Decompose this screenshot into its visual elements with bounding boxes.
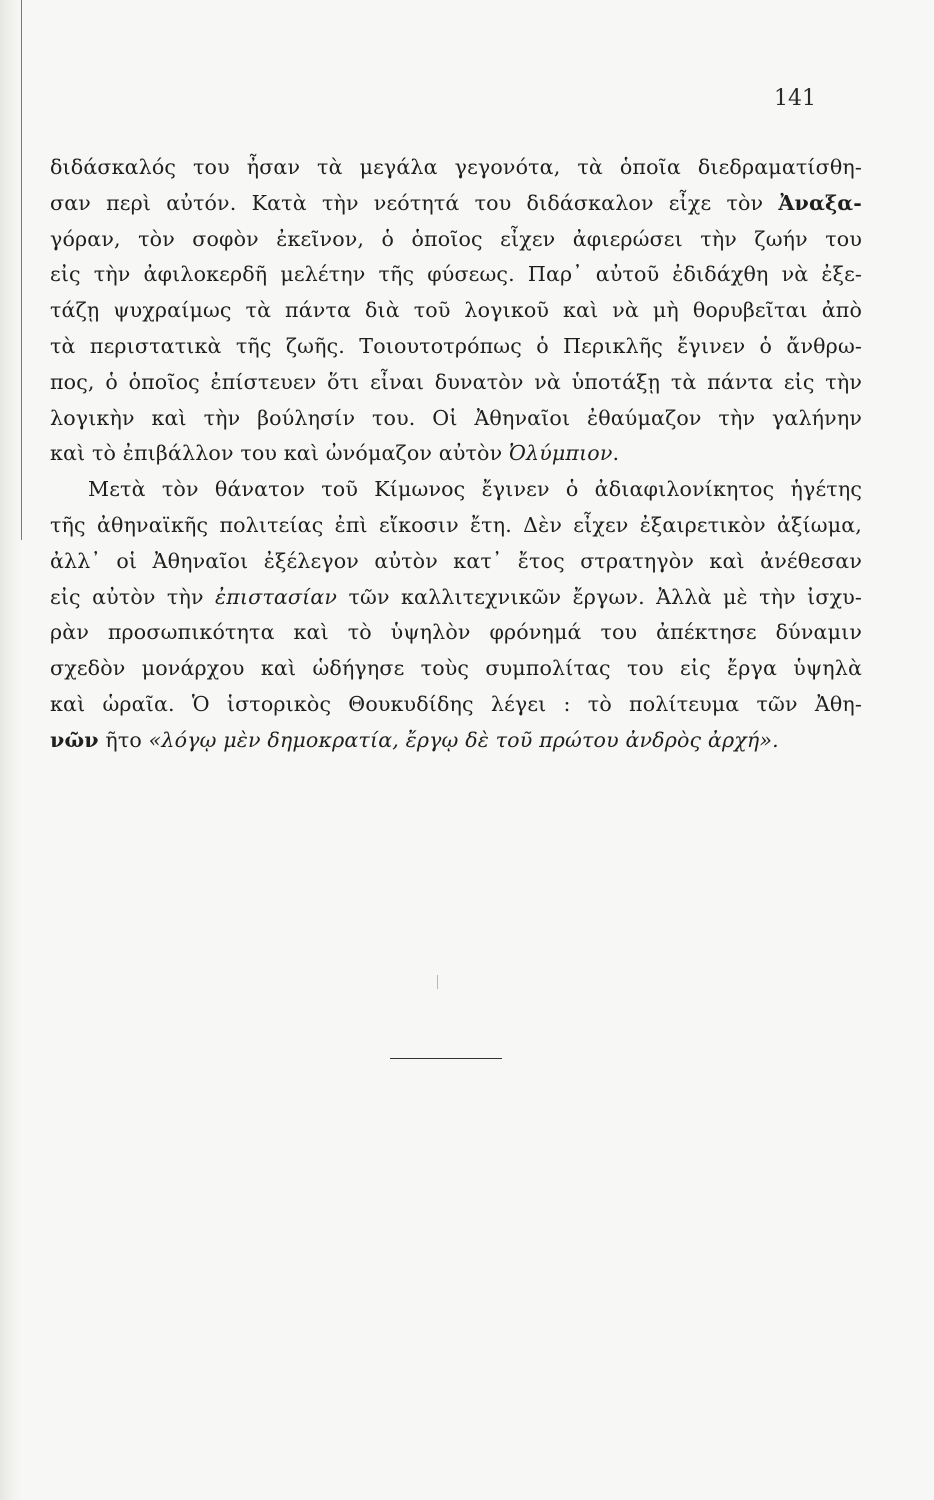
text-line: λογικὴν καὶ τὴν βούλησίν του. Οἱ Ἀθηναῖοι ἐθαύμαζον τὴν γαλήνην <box>50 405 862 430</box>
text-line: διδάσκαλός του ἦσαν τὰ μεγάλα γεγονότα, τὰ ὁποῖα διεδραματίσθη- <box>50 155 862 179</box>
binding-edge-line <box>21 0 22 540</box>
text-line: τὰ περιστατικὰ τῆς ζωῆς. Τοιουτοτρόπως ὁ Περικλῆς ἔγινεν ὁ ἄνθρω- <box>50 333 862 358</box>
bold-word: νῶν <box>50 727 99 752</box>
text-line: γόραν, τὸν σοφὸν ἐκεῖνον, ὁ ὁποῖος εἶχεν ἀφιερώσει τὴν ζωήν του <box>50 226 862 251</box>
text-line: ρὰν προσωπικότητα καὶ τὸ ὑψηλὸν φρόνημά του ἀπέκτησε δύναμιν <box>50 620 862 645</box>
text-line: ἀλλ᾽ οἱ Ἀθηναῖοι ἐξέλεγον αὐτὸν κατ᾽ ἔτος στρατηγὸν καὶ ἀνέθεσαν <box>50 548 862 573</box>
text-line: Μετὰ τὸν θάνατον τοῦ Κίμωνος ἔγινεν ὁ ἀδιαφιλονίκητος ἡγέτης <box>88 477 862 502</box>
end-rule <box>390 1058 502 1059</box>
text-line: τῆς ἀθηναϊκῆς πολιτείας ἐπὶ εἴκοσιν ἔτη. Δὲν εἶχεν ἐξαιρετικὸν ἀξίωμα, <box>50 512 862 537</box>
text-line: εἰς αὐτὸν τὴν ἐπιστασίαν τῶν καλλιτεχνικῶν ἔργων. Ἀλλὰ μὲ τὴν ἰσχυ- <box>50 584 862 609</box>
text-line: σαν περὶ αὐτόν. Κατὰ τὴν νεότητά του διδάσκαλον εἶχε τὸν Ἀναξα- <box>50 190 862 215</box>
text-line: καὶ ὡραῖα. Ὁ ἱστορικὸς Θουκυδίδης λέγει : τὸ πολίτευμα τῶν Ἀθη- <box>50 691 862 716</box>
italic-quote: «λόγῳ μὲν δημοκρατία, ἔργῳ δὲ τοῦ πρώτου ἀνδρὸς ἀρχή». <box>148 727 779 752</box>
italic-term: ἐπιστασίαν <box>215 584 338 609</box>
text-line: εἰς τὴν ἀφιλοκερδῆ μελέτην τῆς φύσεως. Παρ᾽ αὐτοῦ ἐδιδάχθη νὰ ἐξε- <box>50 262 862 287</box>
italic-epithet: Ὀλύμπιον <box>508 441 613 466</box>
page-number: 141 <box>774 86 816 111</box>
body-text <box>50 150 862 759</box>
text-line: σχεδὸν μονάρχου καὶ ὡδήγησε τοὺς συμπολίτας του εἰς ἔργα ὑψηλὰ <box>50 656 862 681</box>
binding-edge <box>0 0 22 1500</box>
text-line: καὶ τὸ ἐπιβάλλον του καὶ ὠνόμαζον αὐτὸν Ὀλύμπιον. <box>50 441 620 466</box>
text-line: νῶν ῆτο «λόγῳ μὲν δημοκρατία, ἔργῳ δὲ τοῦ πρώτου ἀνδρὸς ἀρχή». <box>50 727 779 752</box>
text-line: τάζῃ ψυχραίμως τὰ πάντα διὰ τοῦ λογικοῦ καὶ νὰ μὴ θορυβεῖται ἀπὸ <box>50 298 862 323</box>
print-mark <box>437 975 438 989</box>
bold-name: Ἀναξα- <box>778 190 862 215</box>
text-line: πος, ὁ ὁποῖος ἐπίστευεν ὅτι εἶναι δυνατὸν νὰ ὑποτάξῃ τὰ πάντα εἰς τὴν <box>50 369 862 394</box>
